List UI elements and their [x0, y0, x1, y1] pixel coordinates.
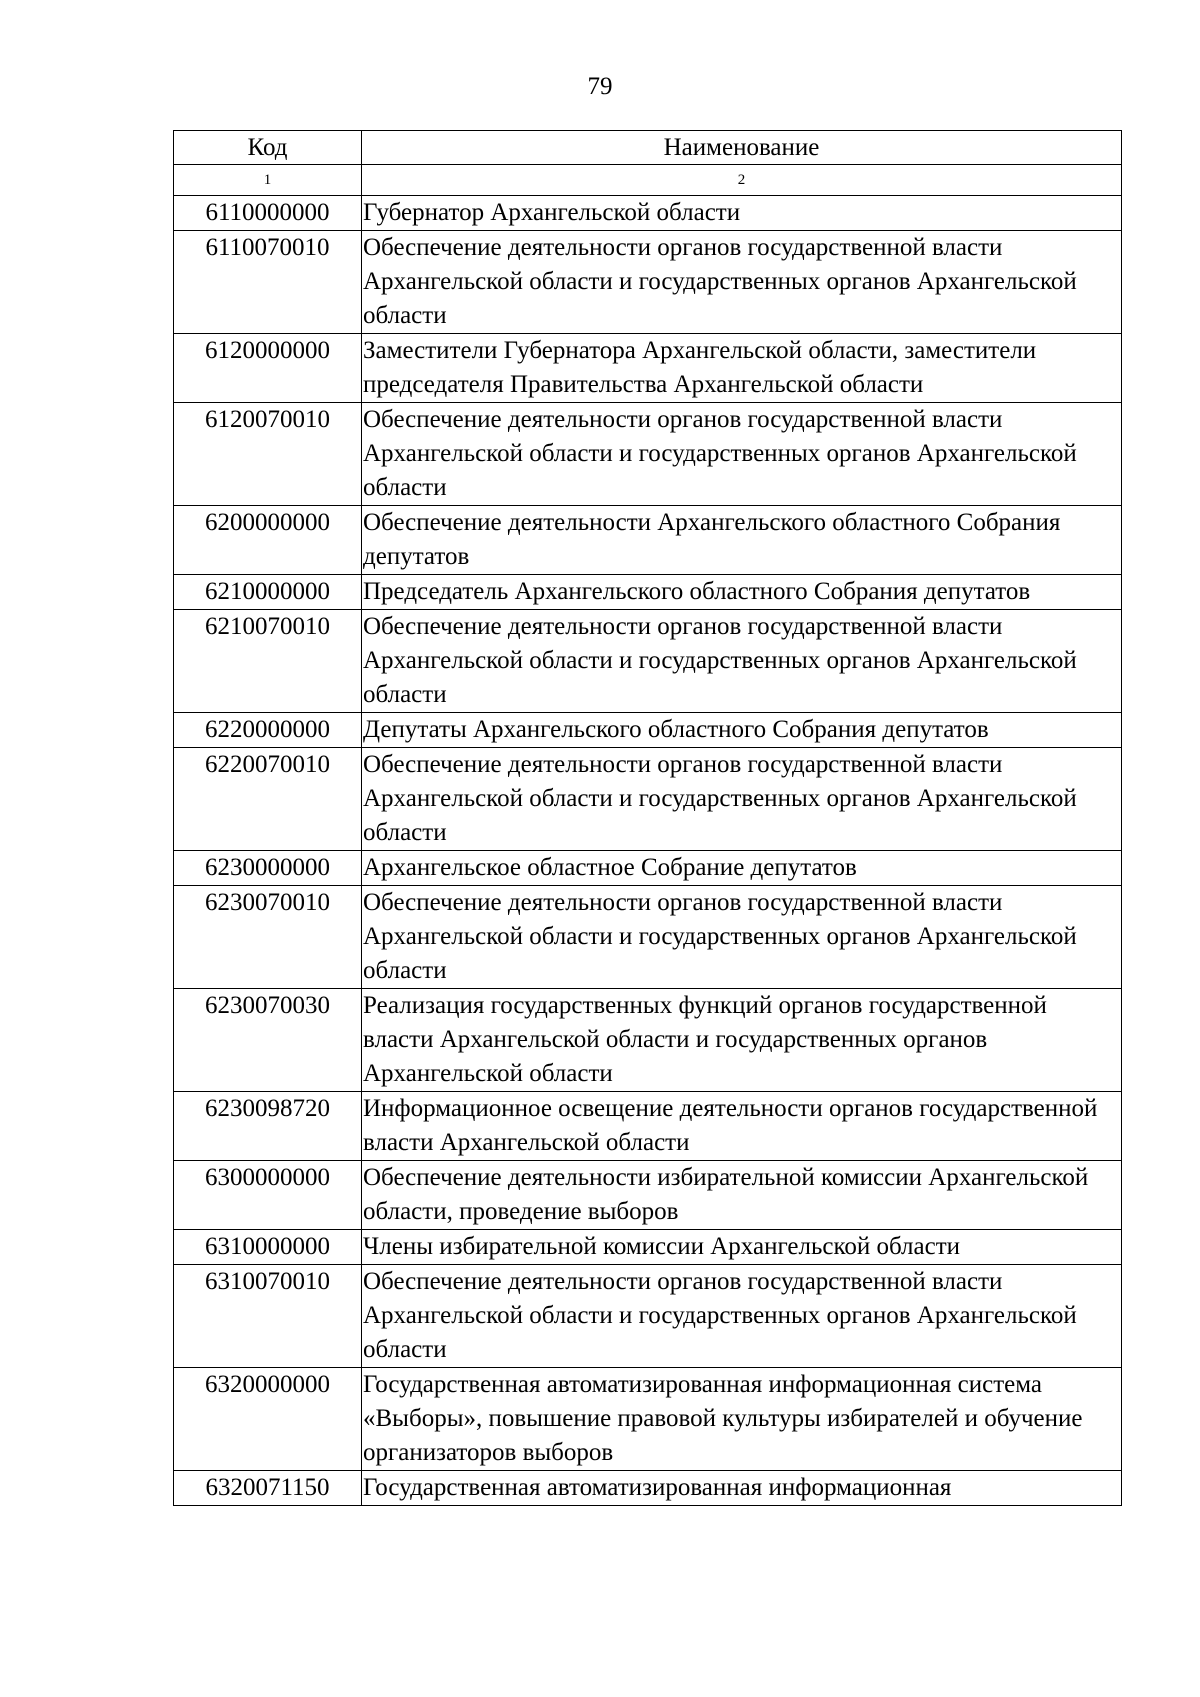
row-code: 6230070010	[174, 886, 362, 989]
row-name: Заместители Губернатора Архангельской области, заместители председателя Правительства Архангельской области	[362, 334, 1122, 403]
row-name: Государственная автоматизированная информационная система «Выборы», повышение правовой культуры избирателей и обучение организаторов выборов	[362, 1368, 1122, 1471]
column-index-row	[174, 165, 1122, 196]
table-row	[174, 506, 1122, 575]
row-name: Члены избирательной комиссии Архангельской области	[362, 1230, 1122, 1265]
row-name: Государственная автоматизированная информационная	[362, 1471, 1122, 1506]
budget-code-table	[173, 130, 1122, 1506]
table-row	[174, 575, 1122, 610]
row-name: Обеспечение деятельности избирательной комиссии Архангельской области, проведение выборов	[362, 1161, 1122, 1230]
row-code: 6110000000	[174, 196, 362, 231]
table-row	[174, 1230, 1122, 1265]
table-row	[174, 334, 1122, 403]
table-row	[174, 886, 1122, 989]
table-row	[174, 748, 1122, 851]
table-row	[174, 231, 1122, 334]
table-header-row	[174, 131, 1122, 165]
row-code: 6310000000	[174, 1230, 362, 1265]
table-row	[174, 851, 1122, 886]
row-code: 6120000000	[174, 334, 362, 403]
row-name: Обеспечение деятельности органов государственной власти Архангельской области и государственных органов Архангельской области	[362, 748, 1122, 851]
page-number: 79	[587, 73, 613, 100]
row-name: Информационное освещение деятельности органов государственной власти Архангельской области	[362, 1092, 1122, 1161]
table-row	[174, 1161, 1122, 1230]
row-code: 6200000000	[174, 506, 362, 575]
row-name: Губернатор Архангельской области	[362, 196, 1122, 231]
row-name: Обеспечение деятельности органов государственной власти Архангельской области и государственных органов Архангельской области	[362, 1265, 1122, 1368]
row-code: 6220000000	[174, 713, 362, 748]
row-name: Обеспечение деятельности органов государственной власти Архангельской области и государственных органов Архангельской области	[362, 886, 1122, 989]
header-code: Код	[174, 131, 362, 165]
row-name: Председатель Архангельского областного Собрания депутатов	[362, 575, 1122, 610]
table-row	[174, 403, 1122, 506]
row-code: 6310070010	[174, 1265, 362, 1368]
row-name: Обеспечение деятельности органов государственной власти Архангельской области и государственных органов Архангельской области	[362, 231, 1122, 334]
column-index-code: 1	[174, 165, 362, 196]
row-code: 6320000000	[174, 1368, 362, 1471]
row-code: 6300000000	[174, 1161, 362, 1230]
table-row	[174, 610, 1122, 713]
table-row	[174, 713, 1122, 748]
row-code: 6220070010	[174, 748, 362, 851]
table-row	[174, 1092, 1122, 1161]
row-name: Архангельское областное Собрание депутатов	[362, 851, 1122, 886]
table-row	[174, 196, 1122, 231]
column-index-name: 2	[362, 165, 1122, 196]
row-code: 6230000000	[174, 851, 362, 886]
table-row	[174, 1265, 1122, 1368]
row-code: 6110070010	[174, 231, 362, 334]
table-row	[174, 989, 1122, 1092]
table-row	[174, 1471, 1122, 1506]
row-name: Обеспечение деятельности Архангельского областного Собрания депутатов	[362, 506, 1122, 575]
row-name: Обеспечение деятельности органов государственной власти Архангельской области и государственных органов Архангельской области	[362, 403, 1122, 506]
row-code: 6230098720	[174, 1092, 362, 1161]
row-name: Депутаты Архангельского областного Собрания депутатов	[362, 713, 1122, 748]
row-name: Реализация государственных функций органов государственной власти Архангельской области и государственных органов Архангельской области	[362, 989, 1122, 1092]
row-code: 6320071150	[174, 1471, 362, 1506]
row-name: Обеспечение деятельности органов государственной власти Архангельской области и государственных органов Архангельской области	[362, 610, 1122, 713]
row-code: 6230070030	[174, 989, 362, 1092]
row-code: 6210070010	[174, 610, 362, 713]
header-name: Наименование	[362, 131, 1122, 165]
table-row	[174, 1368, 1122, 1471]
row-code: 6120070010	[174, 403, 362, 506]
row-code: 6210000000	[174, 575, 362, 610]
